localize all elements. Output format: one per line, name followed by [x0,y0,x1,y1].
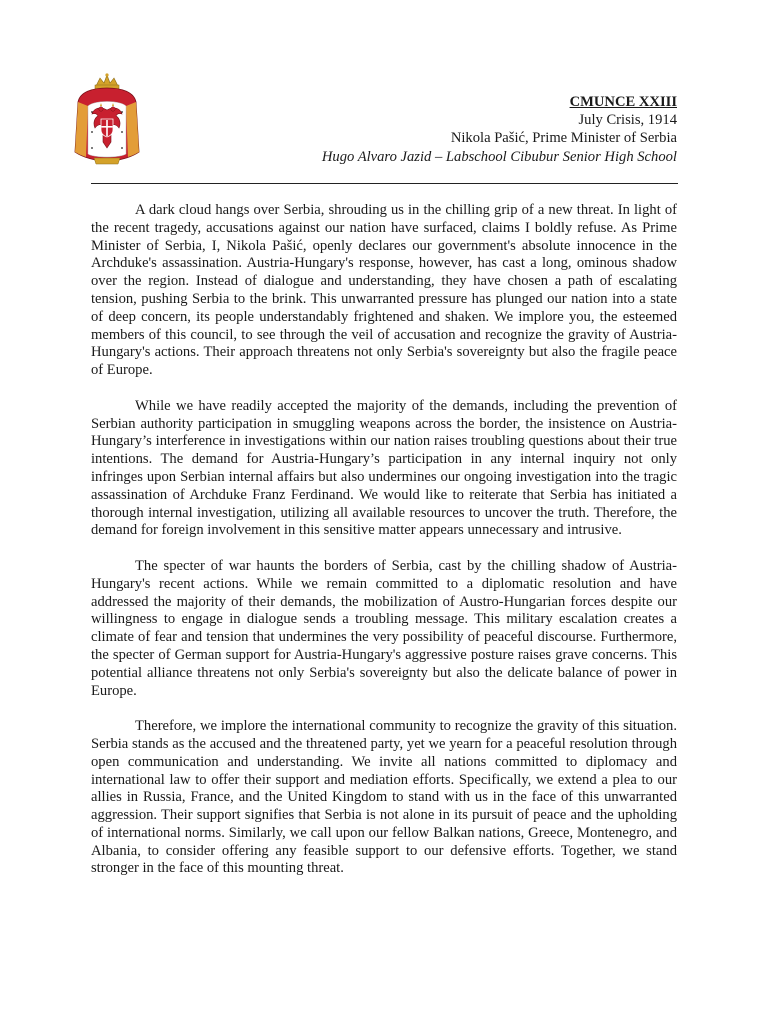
delegate-name: Nikola Pašić, Prime Minister of Serbia [450,130,677,147]
serbian-coat-of-arms-icon [70,72,144,168]
conference-title: CMUNCE XXIII [569,94,677,110]
committee-name: July Crisis, 1914 [578,112,677,129]
paragraph-2: While we have readily accepted the majority of the demands, including the prevention of Serbian authority participation in smuggling weapons across the border, the insistence on Austria-Hungary’s interference in investigations within our nation raises troubling questions about their true intentions. The demand for Austria-Hungary’s participation in any internal inquiry not only infringes upon Serbian internal affairs but also undermines our ongoing investigation into the tragic assassination of Archduke Franz Ferdinand. We would like to reiterate that Serbia has initiated a thorough internal investigation, utilizing all available resources to uncover the truth. Therefore, the demand for foreign involvement in this sensitive matter appears unnecessary and intrusive. [91,397,677,539]
document-header [322,93,677,166]
paragraph-4: Therefore, we implore the international community to recognize the gravity of this situation. Serbia stands as the accused and the threatened party, yet we yearn for a peaceful resolution through open communication and understanding. We invite all nations committed to diplomacy and international law to offer their support and mediation efforts. Specifically, we extend a plea to our allies in Russia, France, and the United Kingdom to stand with us in the face of this unwarranted aggression. Their support signifies that Serbia is not alone in its pursuit of peace and the upholding of international norms. Similarly, we call upon our fellow Balkan nations, Greece, Montenegro, and Albania, to consider offering any feasible support to our defensive efforts. Together, we stand stronger in the face of this mounting threat. [91,718,677,877]
paragraph-3: The specter of war haunts the borders of Serbia, cast by the chilling shadow of Austria-Hungary's recent actions. While we remain committed to a diplomatic resolution and have addressed the majority of their demands, the mobilization of Austro-Hungarian forces despite our willingness to engage in dialogue sends a troubling message. This military escalation creates a climate of fear and tension that undermines the very possibility of peaceful discourse. Furthermore, the specter of German support for Austria-Hungary's aggressive posture raises grave concerns. This potential alliance threatens not only Serbia's sovereignty but also the delicate balance of power in Europe. [91,557,677,699]
header-divider [91,183,678,184]
position-paper-body [91,202,677,896]
author-school: Hugo Alvaro Jazid – Labschool Cibubur Senior High School [321,148,677,165]
paragraph-1: A dark cloud hangs over Serbia, shrouding us in the chilling grip of a new threat. In light of the recent tragedy, accusations against our nation have surfaced, claims I boldly refuse. As Prime Minister of Serbia, I, Nikola Pašić, openly declares our government's absolute innocence in the Archduke's assassination. Austria-Hungary's response, however, has cast a long, ominous shadow over the region. Instead of dialogue and understanding, they have chosen a path of escalating tension, pushing Serbia to the brink. This unwarranted pressure has plunged our nation into a state of deep concern, its people understandably frightened and shaken. We implore you, the esteemed members of this council, to see through the veil of accusation and recognize the gravity of Austria-Hungary's actions. Their approach threatens not only Serbia's sovereignty but also the fragile peace of Europe. [91,202,677,379]
